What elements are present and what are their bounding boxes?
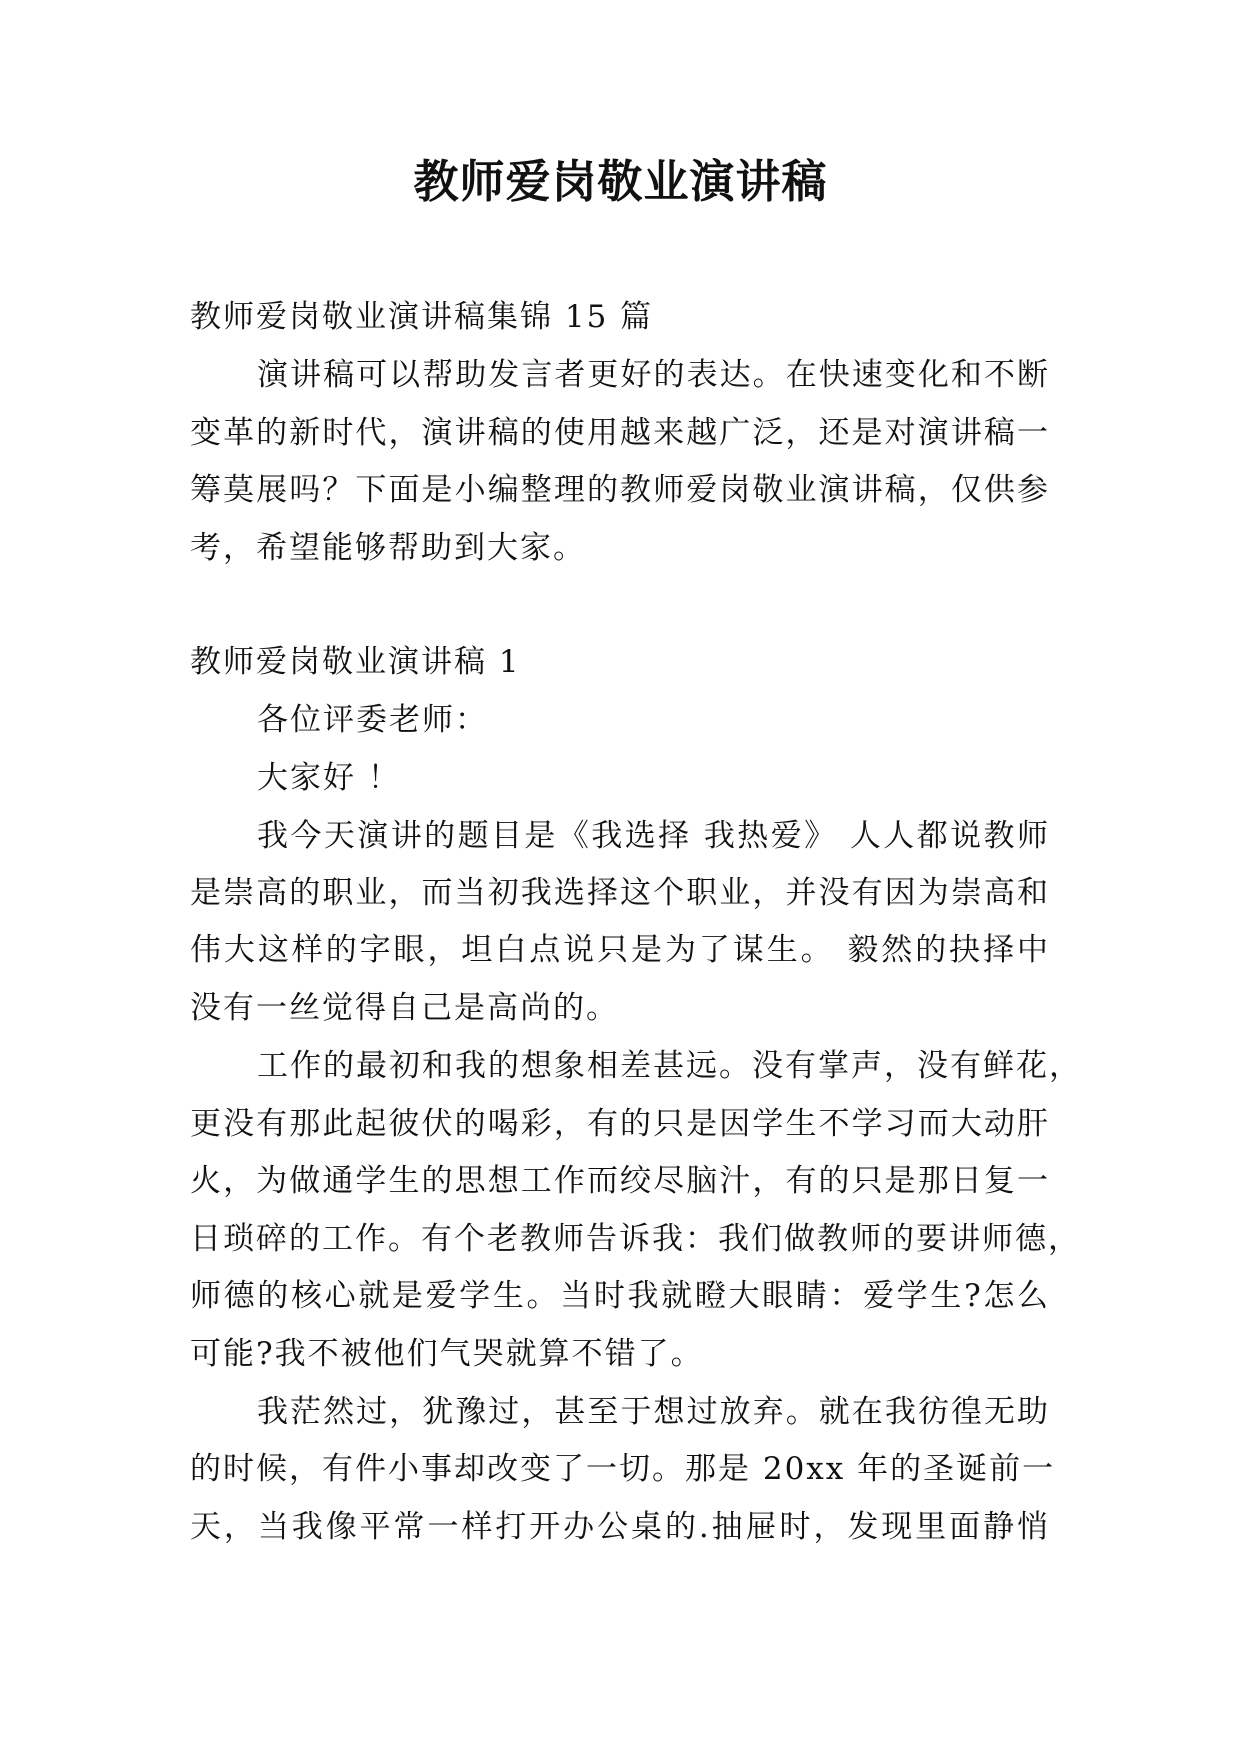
intro-line: 变革的新时代，演讲稿的使用越来越广泛，还是对演讲稿一 <box>190 415 1050 451</box>
para1-line: 伟大这样的字眼，坦白点说只是为了谋生。 毅然的抉择中 <box>190 932 1050 968</box>
intro-line: 筹莫展吗？下面是小编整理的教师爱岗敬业演讲稿，仅供参 <box>190 472 1050 508</box>
para3-line: 我茫然过，犹豫过，甚至于想过放弃。就在我彷徨无助 <box>257 1394 1050 1430</box>
intro-heading: 教师爱岗敬业演讲稿集锦 15 篇 <box>190 299 654 335</box>
para2-line: 可能?我不被他们气哭就算不错了。 <box>190 1336 704 1372</box>
greeting-line: 各位评委老师： <box>257 702 488 738</box>
para2-line: 日琐碎的工作。有个老教师告诉我：我们做教师的要讲师德， <box>190 1221 1081 1257</box>
para1-line: 是崇高的职业，而当初我选择这个职业，并没有因为崇高和 <box>190 875 1050 911</box>
para3-line: 的时候，有件小事却改变了一切。那是 20xx 年的圣诞前一 <box>190 1451 1056 1487</box>
para2-line: 师德的核心就是爱学生。当时我就瞪大眼睛：爱学生?怎么 <box>190 1278 1050 1314</box>
para2-line: 工作的最初和我的想象相差甚远。没有掌声，没有鲜花， <box>257 1048 1082 1084</box>
intro-line: 演讲稿可以帮助发言者更好的表达。在快速变化和不断 <box>257 357 1050 393</box>
para3-line: 天，当我像平常一样打开办公桌的.抽屉时，发现里面静悄 <box>190 1509 1050 1545</box>
para1-line: 没有一丝觉得自己是高尚的。 <box>190 990 619 1026</box>
intro-line: 考，希望能够帮助到大家。 <box>190 530 586 566</box>
para1-line: 我今天演讲的题目是《我选择 我热爱》 人人都说教师 <box>257 818 1050 854</box>
hello-line: 大家好 ！ <box>257 760 401 796</box>
para2-line: 更没有那此起彼伏的喝彩，有的只是因学生不学习而大动肝 <box>190 1106 1050 1142</box>
document-title: 教师爱岗敬业演讲稿 <box>413 155 828 208</box>
section-heading: 教师爱岗敬业演讲稿 1 <box>190 644 521 680</box>
para2-line: 火，为做通学生的思想工作而绞尽脑汁，有的只是那日复一 <box>190 1163 1050 1199</box>
